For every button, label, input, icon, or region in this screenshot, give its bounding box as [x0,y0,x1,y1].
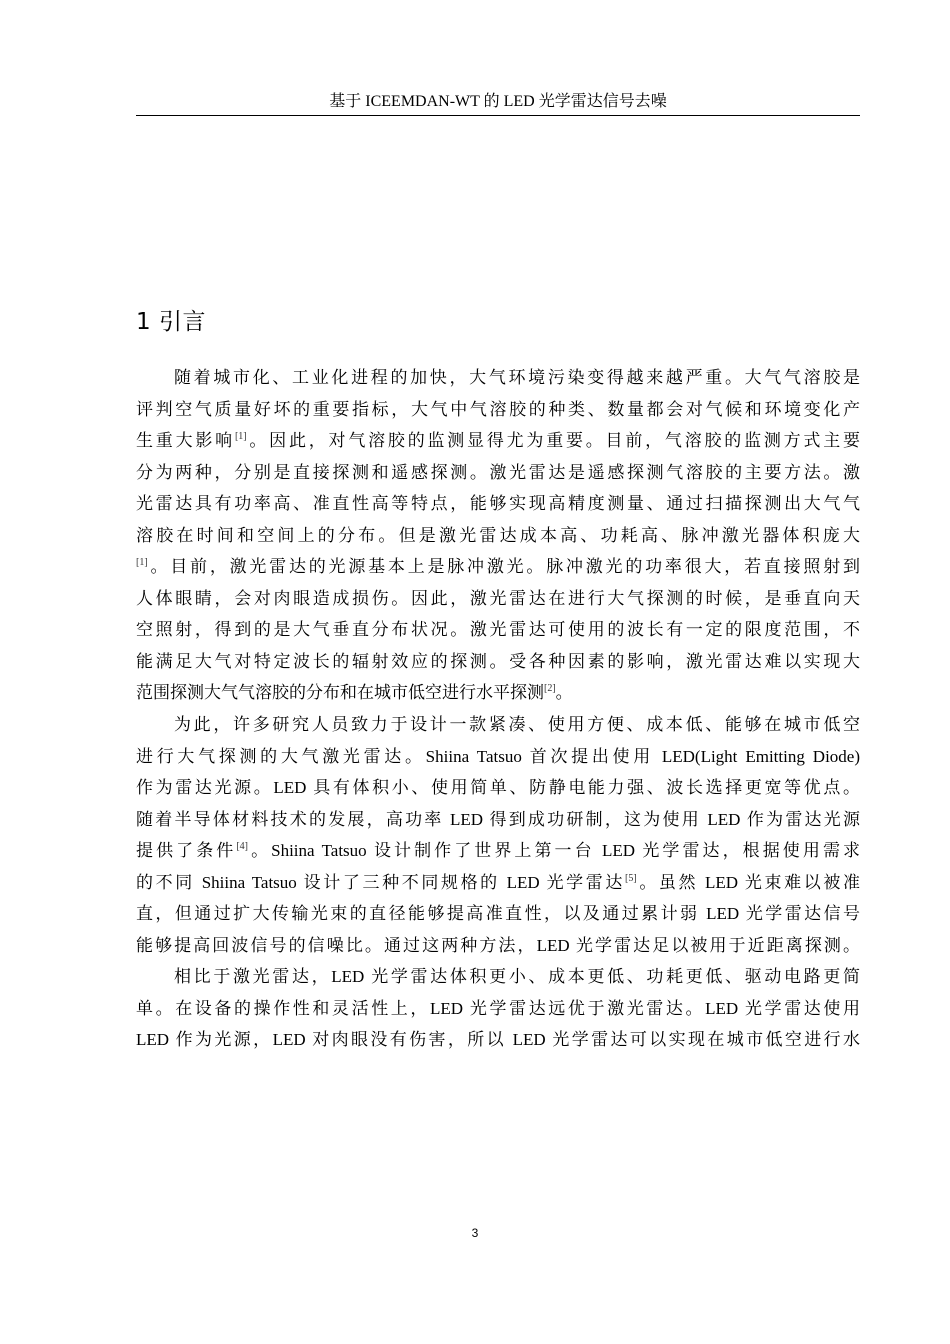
paragraph-2-line-4: 随着半导体材料技术的发展，高功率 LED 得到成功研制，这为使用 LED 作为雷达光源 [136,809,860,829]
text-segment: 生重大影响 [136,431,235,451]
paragraph-2-line-8: 能够提高回波信号的信噪比。通过这两种方法，LED 光学雷达足以被用于近距离探测。 [136,935,860,955]
text-segment: 范围探测大气气溶胶的分布和在城市低空进行水平探测 [136,683,544,703]
paragraph-1-line-2: 评判空气质量好坏的重要指标，大气中气溶胶的种类、数量都会对气候和环境变化产 [136,399,860,419]
section-heading: 1 引言 [136,309,206,335]
paragraph-1-line-7 [136,551,860,583]
paragraph-3-line-2: 单。在设备的操作性和灵活性上，LED 光学雷达远优于激光雷达。LED 光学雷达使用 [136,998,860,1018]
paragraph-1-line-6: 溶胶在时间和空间上的分布。但是激光雷达成本高、功耗高、脉冲激光器体积庞大 [136,525,860,545]
header-divider [136,115,860,116]
citation-1: [1] [136,557,148,569]
paragraph-1-line-9: 空照射，得到的是大气垂直分布状况。激光雷达可使用的波长有一定的限度范围，不 [136,620,860,640]
paragraph-1-line-11 [136,677,860,709]
paragraph-1-line-5: 光雷达具有功率高、准直性高等特点，能够实现高精度测量、通过扫描探测出大气气 [136,494,860,514]
paragraph-2-line-6 [136,867,860,899]
paragraph-1-line-1: 随着城市化、工业化进程的加快，大气环境污染变得越来越严重。大气气溶胶是 [174,368,860,387]
paragraph-2-line-3: 作为雷达光源。LED 具有体积小、使用简单、防静电能力强、波长选择更宽等优点。 [136,778,860,798]
paragraph-2-line-2: 进行大气探测的大气激光雷达。Shiina Tatsuo 首次提出使用 LED(Light Emitting Diode) [136,746,860,766]
paragraph-2-line-7: 直，但通过扩大传输光束的直径能够提高准直性，以及通过累计弱 LED 光学雷达信号 [136,904,860,924]
paragraph-3-line-3: LED 作为光源，LED 对肉眼没有伤害，所以 LED 光学雷达可以实现在城市低空进行水 [136,1030,860,1050]
citation-5: [5] [625,872,637,884]
paragraph-3-line-1: 相比于激光雷达，LED 光学雷达体积更小、成本更低、功耗更低、驱动电路更简 [174,967,860,987]
text-segment: 的不同 Shiina Tatsuo 设计了三种不同规格的 LED 光学雷达 [136,872,626,892]
paragraph-2-line-1: 为此，许多研究人员致力于设计一款紧凑、使用方便、成本低、能够在城市低空 [174,715,860,735]
paragraph-1-line-4: 分为两种，分别是直接探测和遥感探测。激光雷达是遥感探测气溶胶的主要方法。激 [136,462,860,482]
text-segment: 。 [555,683,573,703]
body-text [136,362,860,1056]
citation-1: [1] [234,431,247,443]
text-segment: 。目前，激光雷达的光源基本上是脉冲激光。脉冲激光的功率很大，若直接照射到 [147,557,860,577]
citation-4: [4] [236,841,248,853]
text-segment: 。因此，对气溶胶的监测显得尤为重要。目前，气溶胶的监测方式主要 [246,431,861,451]
paragraph-1-line-10: 能满足大气对特定波长的辐射效应的探测。受各种因素的影响，激光雷达难以实现大 [136,651,860,671]
citation-2: [2] [544,683,556,695]
text-segment: 。虽然 LED 光束难以被准 [636,872,861,892]
paragraph-1-line-3 [136,425,860,457]
paragraph-1-line-8: 人体眼睛，会对肉眼造成损伤。因此，激光雷达在进行大气探测的时候，是垂直向天 [136,588,860,608]
page-number: 3 [471,1226,479,1240]
text-segment: 提供了条件 [136,841,237,861]
text-segment: 。Shiina Tatsuo 设计制作了世界上第一台 LED 光学雷达，根据使用需求 [248,841,861,861]
paragraph-2-line-5 [136,835,860,867]
running-header: 基于 ICEEMDAN-WT 的 LED 光学雷达信号去噪 [329,93,667,110]
